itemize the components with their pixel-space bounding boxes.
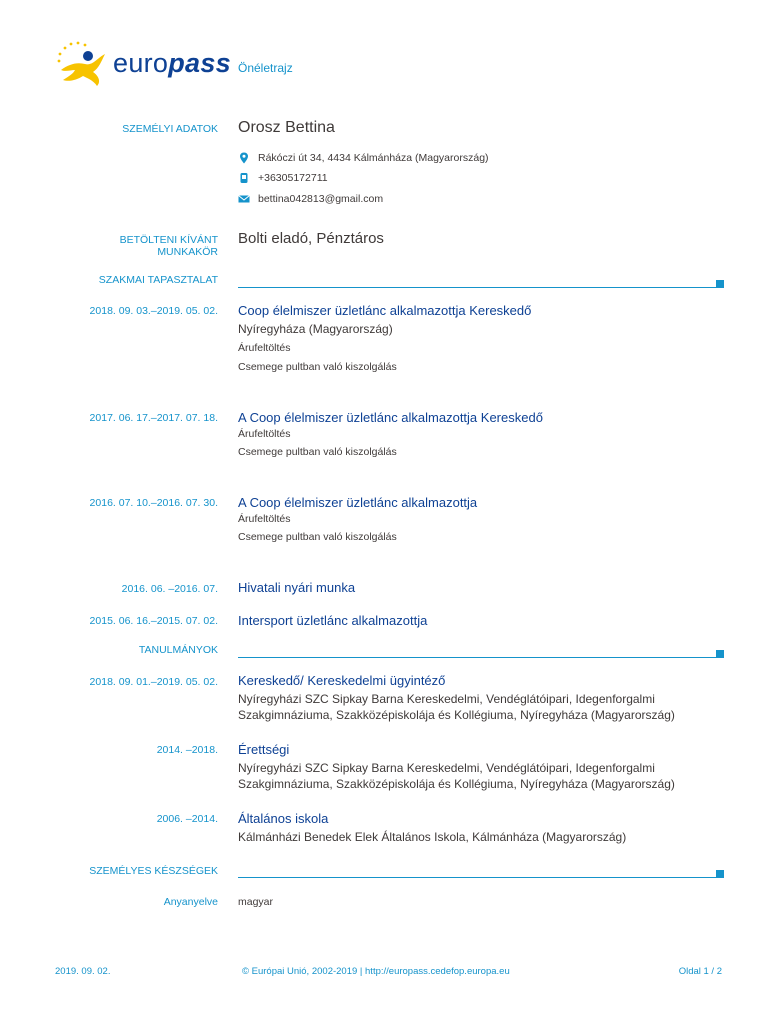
email-icon — [238, 193, 250, 205]
skills-marker — [716, 870, 724, 878]
address-row — [238, 150, 489, 166]
education-institution: Nyíregyházi SZC Sipkay Barna Kereskedelmi, Vendéglátóipari, Idegenforgalmi — [238, 761, 655, 775]
job-target-label-line1: BETÖLTENI KÍVÁNT — [119, 234, 218, 246]
experience-date: 2017. 06. 17.–2017. 07. 18. — [89, 412, 218, 424]
experience-title: Intersport üzletlánc alkalmazottja — [238, 613, 428, 628]
education-date: 2014. –2018. — [156, 744, 218, 756]
experience-line: Árufeltöltés — [238, 513, 291, 525]
education-institution: Szakgimnáziuma, Szakközépiskolája és Kollégiuma, Nyíregyháza (Magyarország) — [238, 708, 675, 722]
phone-icon — [238, 172, 250, 184]
education-institution: Szakgimnáziuma, Szakközépiskolája és Kollégiuma, Nyíregyháza (Magyarország) — [238, 777, 675, 791]
education-marker — [716, 650, 724, 658]
footer-date: 2019. 09. 02. — [55, 966, 111, 977]
job-target-label — [18, 234, 218, 258]
experience-date: 2015. 06. 16.–2015. 07. 02. — [89, 615, 218, 627]
experience-line: Csemege pultban való kiszolgálás — [238, 361, 397, 373]
logo-text-euro: euro — [113, 48, 169, 78]
experience-line: Csemege pultban való kiszolgálás — [238, 446, 397, 458]
skills-rule — [238, 877, 718, 878]
experience-line: Árufeltöltés — [238, 342, 291, 354]
document-title: Önéletrajz — [238, 61, 293, 75]
footer-page-number: Oldal 1 / 2 — [678, 966, 722, 977]
education-title: Kereskedő/ Kereskedelmi ügyintéző — [238, 673, 446, 688]
experience-marker — [716, 280, 724, 288]
experience-rule — [238, 287, 718, 288]
education-label: TANULMÁNYOK — [138, 644, 218, 656]
native-language-value: magyar — [238, 896, 274, 908]
logo-text-pass: pass — [168, 48, 231, 78]
skills-label: SZEMÉLYES KÉSZSÉGEK — [89, 865, 218, 877]
footer-copyright: © Európai Unió, 2002-2019 | http://europass.cedefop.europa.eu — [242, 966, 510, 977]
experience-date: 2018. 09. 03.–2019. 05. 02. — [89, 305, 218, 317]
job-target-label-line2: MUNKAKÖR — [157, 246, 218, 258]
education-rule — [238, 657, 718, 658]
experience-title: Hivatali nyári munka — [238, 580, 356, 595]
education-date: 2006. –2014. — [156, 813, 218, 825]
experience-location: Nyíregyháza (Magyarország) — [238, 322, 393, 336]
experience-label: SZAKMAI TAPASZTALAT — [98, 274, 218, 286]
job-target-value: Bolti eladó, Pénztáros — [238, 230, 384, 247]
education-title: Általános iskola — [238, 811, 329, 826]
experience-title: A Coop élelmiszer üzletlánc alkalmazottja Kereskedő — [238, 410, 543, 425]
experience-date: 2016. 07. 10.–2016. 07. 30. — [89, 497, 218, 509]
experience-title: Coop élelmiszer üzletlánc alkalmazottja Kereskedő — [238, 303, 532, 318]
education-institution: Nyíregyházi SZC Sipkay Barna Kereskedelmi, Vendéglátóipari, Idegenforgalmi — [238, 692, 655, 706]
experience-line: Árufeltöltés — [238, 428, 291, 440]
education-institution: Kálmánházi Benedek Elek Általános Iskola, Kálmánháza (Magyarország) — [238, 830, 627, 844]
native-language-label: Anyanyelve — [163, 896, 218, 908]
candidate-name: Orosz Bettina — [238, 119, 335, 136]
experience-line: Csemege pultban való kiszolgálás — [238, 531, 397, 543]
experience-date: 2016. 06. –2016. 07. — [121, 583, 218, 595]
europass-logo — [55, 40, 231, 90]
personal-label: SZEMÉLYI ADATOK — [122, 123, 218, 135]
address-text: Rákóczi út 34, 4434 Kálmánháza (Magyarország) — [258, 152, 489, 164]
phone-row — [238, 170, 328, 186]
email-row — [238, 191, 383, 207]
email-text: bettina042813@gmail.com — [258, 193, 384, 205]
phone-text: +36305172711 — [258, 172, 328, 184]
education-date: 2018. 09. 01.–2019. 05. 02. — [89, 676, 218, 688]
experience-title: A Coop élelmiszer üzletlánc alkalmazottja — [238, 495, 478, 510]
education-title: Érettségi — [238, 742, 290, 757]
location-pin-icon — [238, 152, 250, 164]
